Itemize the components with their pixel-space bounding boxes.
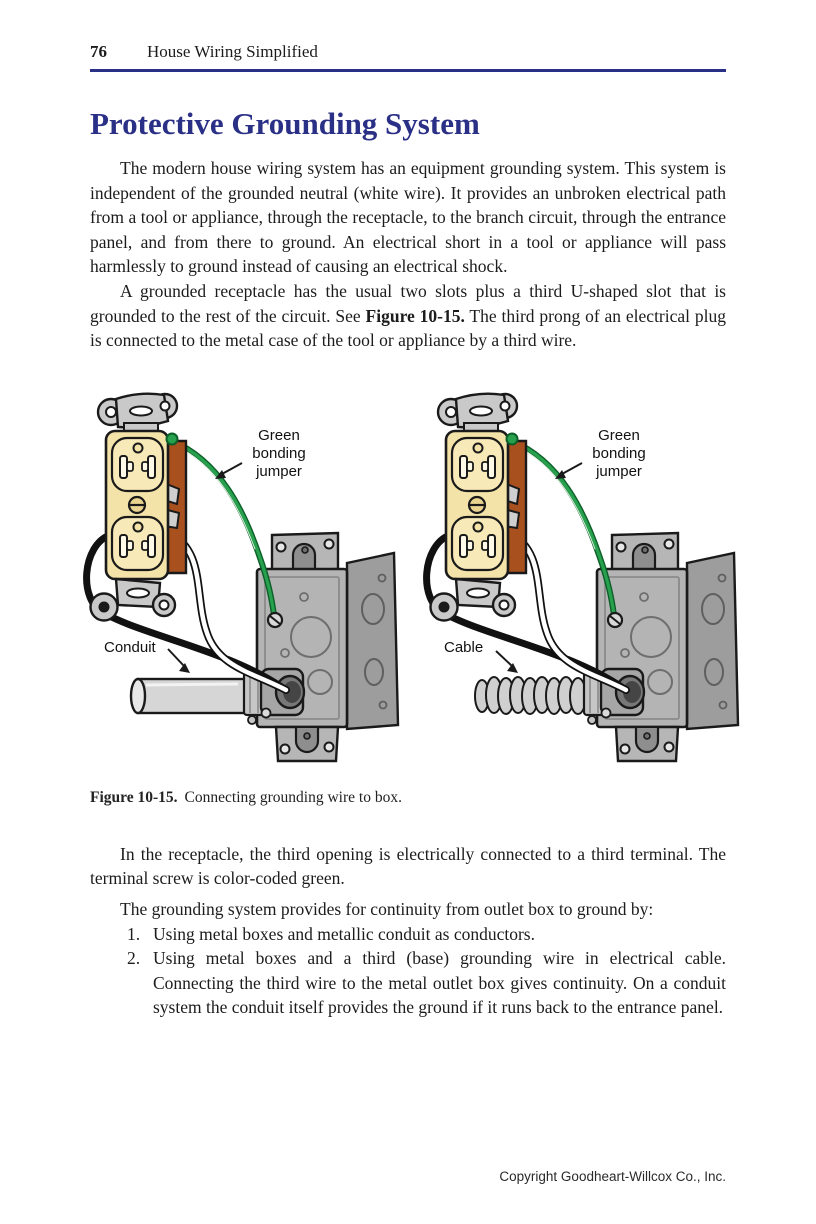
page-number: 76 xyxy=(90,42,107,61)
figure-caption-text: Connecting grounding wire to box. xyxy=(184,788,402,806)
figure-caption-label: Figure 10-15. xyxy=(90,788,178,806)
header-rule xyxy=(90,69,726,72)
list-item-number: 2. xyxy=(127,948,141,969)
outlet-box-graphic xyxy=(257,533,398,761)
paragraph-3: In the receptacle, the third opening is electrically connected to a third terminal. The terminal screw is color-coded green. xyxy=(90,843,726,889)
running-head: House Wiring Simplified xyxy=(147,42,318,61)
label-green-bonding-jumper: Green bonding jumper xyxy=(592,426,646,480)
paragraph-2-text-after: The third prong of an electrical plug is connected to the metal case of the tool or appliance by a third wire. xyxy=(90,305,726,351)
list-item-text: Using metal boxes and a third (base) grounding wire in electrical cable. Connecting the third wire to the metal outlet box gives continuity. On a conduit system the conduit itself provides the ground if it runs back to the entrance panel. xyxy=(153,948,726,1018)
outlet-box-graphic xyxy=(597,533,738,761)
ground-screw-graphic xyxy=(608,613,622,627)
illustration-conduit-grounding xyxy=(80,383,410,773)
ground-screw-graphic xyxy=(268,613,282,627)
paragraph-2-text: A grounded receptacle has the usual two slots plus a third U-shaped slot that is grounded to the rest of the circuit. See xyxy=(90,280,726,326)
receptacle-graphic xyxy=(431,393,527,620)
arrow-to-green-jumper-icon xyxy=(555,463,582,479)
list-item xyxy=(90,922,726,947)
receptacle-graphic xyxy=(91,393,187,620)
conduit-graphic xyxy=(131,679,246,713)
grounding-methods-list xyxy=(90,922,726,1020)
list-item-text: Using metal boxes and metallic conduit as conductors. xyxy=(153,923,535,944)
armored-cable-graphic xyxy=(475,677,586,714)
illustration-cable-grounding xyxy=(420,383,750,773)
list-item-number: 1. xyxy=(127,923,141,944)
paragraph-4: The grounding system provides for continuity from outlet box to ground by: xyxy=(120,898,654,919)
copyright-line: Copyright Goodheart-Willcox Co., Inc. xyxy=(499,1169,726,1184)
figure-caption xyxy=(90,787,726,808)
list-item xyxy=(90,946,726,1020)
figure-reference: Figure 10-15. xyxy=(365,305,465,326)
section-title: Protective Grounding System xyxy=(90,106,480,141)
label-conduit: Conduit xyxy=(104,638,156,656)
label-cable: Cable xyxy=(444,638,484,656)
page-header xyxy=(90,42,726,62)
arrow-to-green-jumper-icon xyxy=(215,463,242,479)
paragraph-1: The modern house wiring system has an equipment grounding system. This system is independent of the grounded neutral (white wire). It provides an unbroken electrical path from a tool or appliance, through the receptacle, to the branch circuit, through the entrance panel, and from there to ground. An electrical short in a tool or appliance will pass harmlessly to ground instead of causing an electrical shock. xyxy=(90,158,726,277)
figure-10-15 xyxy=(90,383,726,771)
paragraph-2 xyxy=(90,279,726,353)
label-green-bonding-jumper: Green bonding jumper xyxy=(252,426,306,480)
